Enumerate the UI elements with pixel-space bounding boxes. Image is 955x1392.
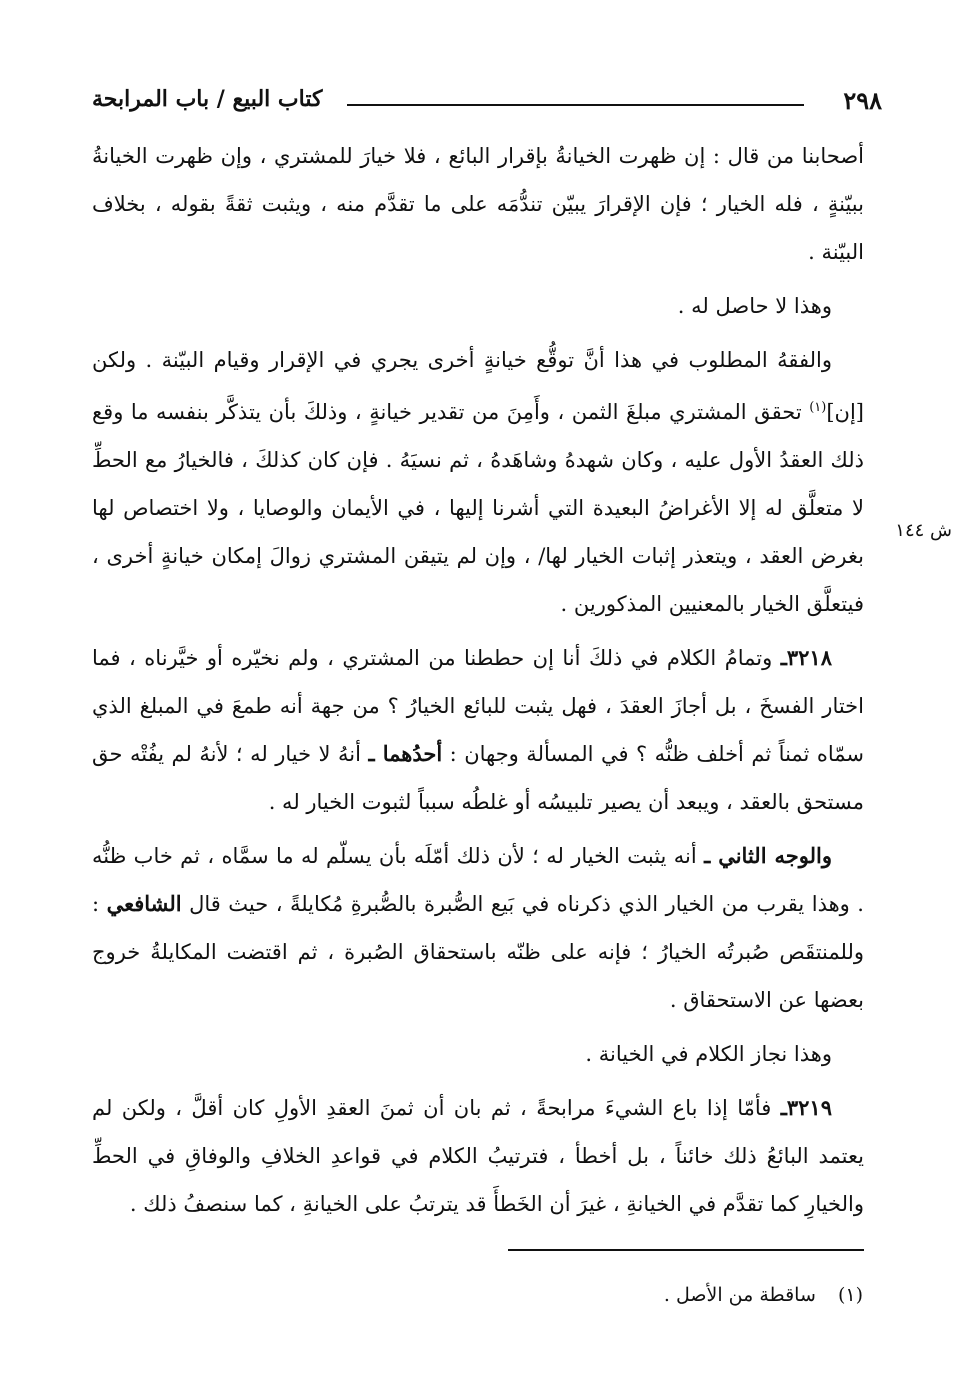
footnote-number: (١) [837,1284,863,1306]
section-number: ٣٢١٨ـ [780,645,832,670]
margin-note: ش ١٤٤ [895,520,952,541]
header-rule [347,104,804,106]
bold-term: والوجه الثاني ـ [704,843,832,868]
main-text [92,132,864,1234]
paragraph: ٣٢١٨ـ وتمامُ الكلام في ذلكَ أنا إن حططنا من المشتري ، ولم نخيّره أو خيَّرناه ، فما اختار الفسخَ ، بل أجازَ العقدَ ، فهل يثبت للبائع الخيارُ ؟ من جهة أنه طمعَ في المبلغ الذي سمّاه ثمناً ثم أخلف ظنُّه ؟ في المسألة وجهان : أحدُهما ـ أنهُ لا خيار له ؛ لأنهُ لم يفُتْه حق مستحق بالعقد ، ويبعد أن يصير تلبيسُه أو غلطُه سبباً لثبوت الخيار له . [92,645,865,814]
paragraph: ٣٢١٩ـ فأمّا إذا باع الشيءَ مرابحةً ، ثم بان أن ثمنَ العقدِ الأولِ كان أقلَّ ، ولكن لم يعتمد البائعُ ذلك خائناً ، بل أخطأ ، فترتيبُ الكلام في قواعدِ الخلافِ والوفاقِ في الحطِّ والخيارِ كما تقدَّم في الخيانةِ ، غيرَ أن الخَطأَ قد يترتبُ على الخيانةِ ، كما سنصفُ ذلك . [92,1095,864,1216]
paragraph: والفقهُ المطلوب في هذا أنَّ توقُّع خيانةٍ أخرى يجري في الإقرار وقيام البيّنة . ولكن [إن]$^{(١)}$ تحقق المشتري مبلغَ الثمن ، وأَمِنَ من تقدير خيانةٍ ، وذلكَ بأن يتذكَّر بنفسه ما وقع ذلك العقدُ الأول عليه ، وكان شهدهُ وشاهَدهُ ، ثم نسيَهُ . فإن كان كذلكَ ، فالخيارُ مع الحطِّ لا متعلَّق له إلا الأغراضُ البعيدة التي أشرنا إليها ، في الأيمان والوصايا ، ولا اختصاص لها بغرض العقد ، ويتعذر إثبات الخيار لها/ ، وإن لم يتيقن المشتري زوالَ إمكان خيانةٍ أخرى ، فيتعلَّق الخيار بالمعنيين المذكورين . [92,348,864,616]
page-header [92,82,882,122]
paragraph: وهذا لا حاصل له . [677,294,832,318]
bold-term: الشافعي [106,891,182,916]
footnote-rule [508,1249,864,1251]
running-title: كتاب البيع / باب المرابحة [92,86,323,112]
footnote [664,1284,863,1306]
paragraph: والوجه الثاني ـ أنه يثبت الخيار له ؛ لأن ذلك أمّلَه بأن يسلّم له ما سمَّاه ، ثم خاب ظنُّه . وهذا يقرب من الخيار الذي ذكرناه في بَيع الصُّبرة بالصُّبرةِ مُكايلةً ، حيث قال الشافعي : وللمنتقَص صُبرتُه الخيارُ ؛ فإنه على ظنّه باستحقاق الصُبرة ، ثم اقتضت المكايلةُ خروج بعضها عن الاستحقاق . [92,843,864,1012]
paragraph: وهذا نجاز الكلام في الخيانة . [585,1042,832,1066]
bold-term: أحدُهما ـ [368,741,443,766]
section-number: ٣٢١٩ـ [780,1095,832,1120]
page-number: ٢٩٨ [843,86,882,115]
paragraph: أصحابنا من قال : إن ظهرت الخيانةُ بإقرار البائع ، فلا خيارَ للمشتري ، وإن ظهرت الخيانةُ ببيّنةٍ ، فله الخيار ؛ فإن الإقرارَ يبيّن تندُّمَه على ما تقدَّم منه ، ويثبت ثقةً بقوله ، بخلاف البيّنة . [92,144,864,264]
footnote-ref: (١) [809,400,827,415]
footnote-text: ساقطة من الأصل . [663,1284,816,1306]
